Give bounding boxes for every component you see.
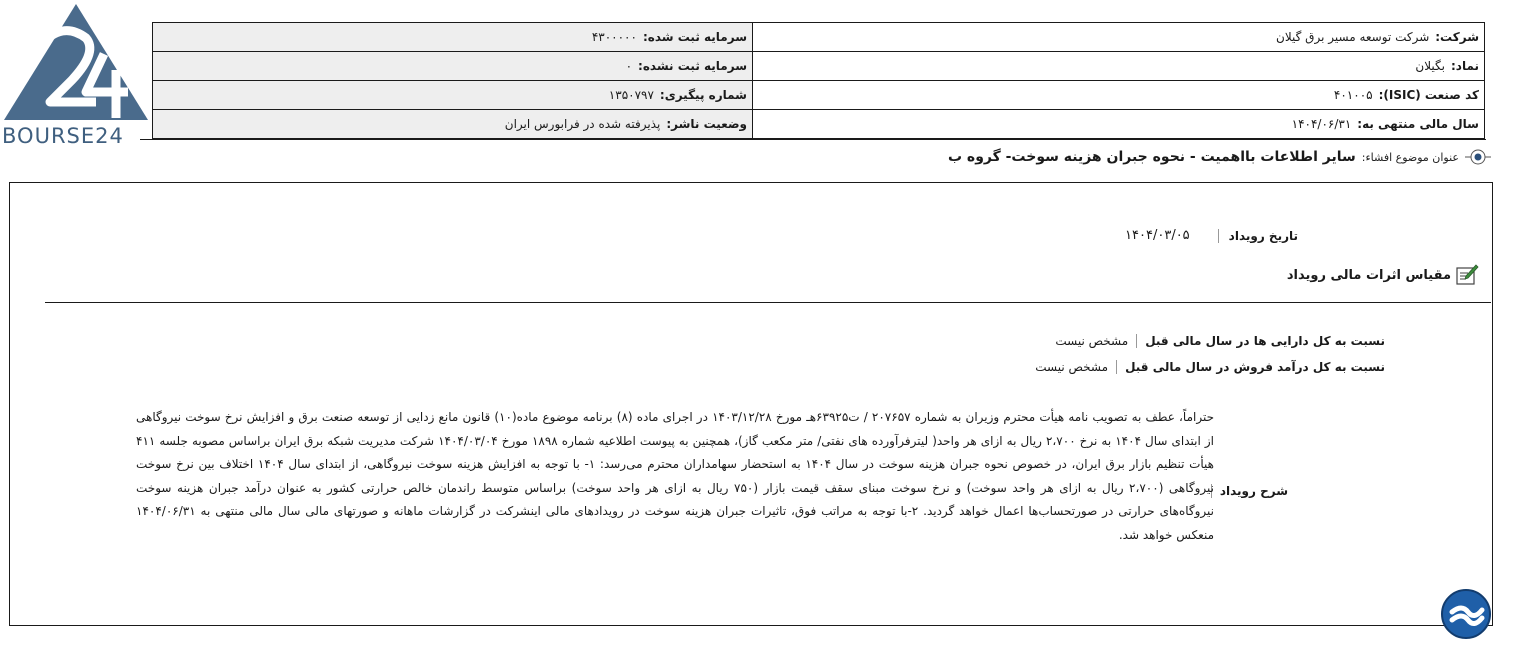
section-title (1287, 264, 1479, 286)
event-date-value: ۱۴۰۴/۰۳/۰۵ (1125, 228, 1190, 243)
event-date-label: تاریخ رویداد (1218, 229, 1298, 243)
section-divider (45, 302, 1491, 303)
metric-label: نسبت به کل دارایی ها در سال مالی قبل (1136, 334, 1385, 348)
info-cell: کد صنعت (ISIC):۴۰۱۰۰۵ (753, 81, 1485, 110)
info-row (153, 110, 1485, 139)
metric-row (1035, 360, 1385, 374)
target-icon (1465, 148, 1491, 166)
info-cell: نماد:بگیلان (753, 52, 1485, 81)
info-row (153, 81, 1485, 110)
info-cell: سرمایه ثبت نشده:۰ (153, 52, 753, 81)
info-cell: شماره پیگیری:۱۳۵۰۷۹۷ (153, 81, 753, 110)
description-text: حتراماً، عطف به تصویب نامه هیأت محترم وزیران به شماره ۲۰۷۶۵۷ / ت۶۳۹۲۵هـ مورخ ۱۴۰۳/۱۲/۲۸ در اجرای ماده (۸) برنامه موضوع ماده(۱۰) قانون مانع زدایی از توسعه صنعت برق و افزایش نرخ سوخت نیروگاهی از ابتدای سال ۱۴۰۴ به نرخ ۲،۷۰۰ ریال به ازای هر واحد( لیترفرآورده های نفتی/ متر مکعب گاز)، همچنین به پیوست اطلاعیه شماره ۱۸۹۸ مورخ ۱۴۰۴/۰۳/۰۴ شرکت مدیریت شبکه برق ایران براساس مصوبه جلسه ۴۱۱ هیأت تنظیم بازار برق ایران، در خصوص نحوه جبران هزینه سوخت در سال ۱۴۰۴ به استحضار سهامداران محترم می‌رسد: ۱- با توجه به افزایش هزینه سوخت نیروگاهی، از ابتدای سال ۱۴۰۴ اختلاف بین نرخ سوخت نیروگاهی (۲،۷۰۰ ریال به ازای هر واحد سوخت) و نرخ سوخت مبنای سقف قیمت بازار (۷۵۰ ریال به ازای هر واحد سوخت) براساس متوسط راندمان خالص حرارتی کشور به عنوان درآمد جبران هزینه سوخت نیروگاه‌های حرارتی در صورتحساب‌ها اعمال خواهد گردید. ۲-با توجه به مراتب فوق، تاثیرات جبران هزینه سوخت در رویدادهای مالی اینشرکت در گزارشات ماهانه و صورتهای مالی سال مالی منتهی به ۱۴۰۴/۰۶/۳۱ منعکس خواهد شد. (136, 410, 1215, 542)
metric-value: مشخص نیست (1035, 360, 1109, 374)
subject-label: عنوان موضوع افشاء: (1361, 150, 1459, 164)
info-row (153, 23, 1485, 52)
bourse24-logo (0, 0, 150, 150)
event-date-row (1125, 228, 1298, 243)
subject-value: سایر اطلاعات بااهمیت - نحوه جبران هزینه سوخت- گروه ب (947, 149, 1356, 165)
metric-row (1055, 334, 1385, 348)
info-cell: شرکت:شرکت توسعه مسیر برق گیلان (753, 23, 1485, 52)
info-cell: سال مالی منتهی به:۱۴۰۴/۰۶/۳۱ (753, 110, 1485, 139)
edit-icon (1455, 264, 1479, 286)
header-divider (140, 139, 1486, 140)
event-panel (9, 182, 1493, 626)
bourse24-logo-mark (0, 0, 150, 124)
info-cell: وضعیت ناشر:پذیرفته شده در فرابورس ایران (153, 110, 753, 139)
description-label: شرح رویداد (1211, 484, 1288, 498)
logo-text: BOURSE24 (2, 124, 124, 148)
disclosure-subject (948, 148, 1491, 166)
info-cell: سرمایه ثبت شده:۴۳۰۰۰۰۰ (153, 23, 753, 52)
info-row (153, 52, 1485, 81)
company-info-table (152, 22, 1485, 139)
section-title-text: مقیاس اثرات مالی رویداد (1286, 267, 1451, 283)
brand-check-icon[interactable] (1440, 588, 1492, 640)
metric-value: مشخص نیست (1055, 334, 1129, 348)
metric-label: نسبت به کل درآمد فروش در سال مالی قبل (1116, 360, 1385, 374)
